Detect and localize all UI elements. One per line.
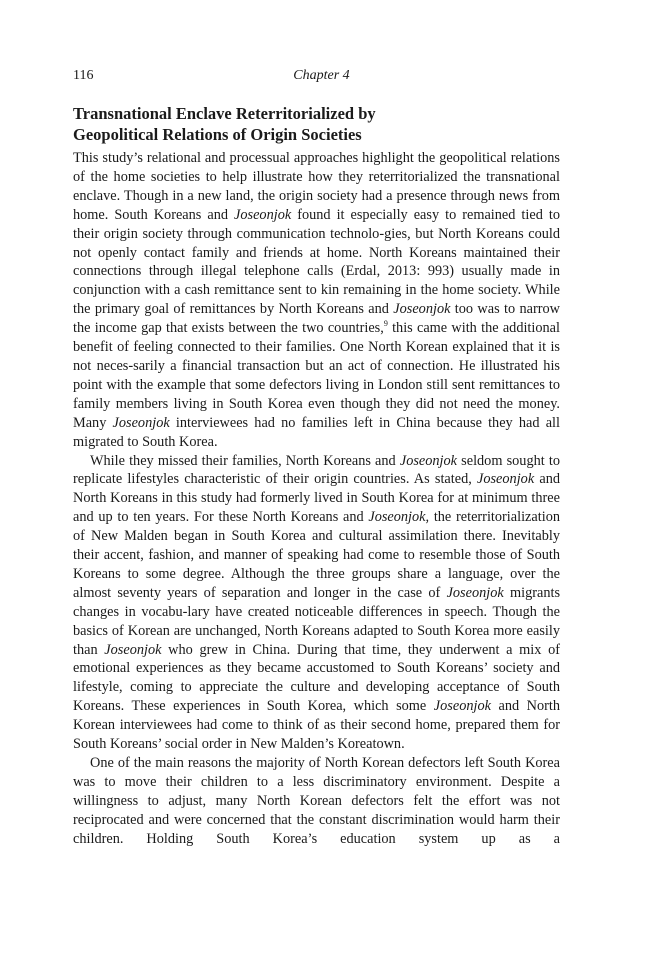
section-heading xyxy=(73,103,493,145)
paragraph-3-text: One of the main reasons the majority of North Korean defectors left South Korea was to move their children to a less discriminatory environment. Despite a willingness to adjust, many North Korean defectors felt the effort was not reciprocated and were concerned that the constant discrimination would harm their children. Holding South Korea’s education system up as a xyxy=(73,755,560,847)
paragraph-1-text-2: found it especially easy to remained tied to their origin society through communication technolo-gies, but North Koreans could not openly contact family and friends at home. North Koreans maintained their connections through illegal telephone calls (Erdal, 2013: 993) usually made in conjunction with a cash remittance sent to kin remaining in the home society. While the primary goal of remittances by North Koreans and xyxy=(73,206,560,318)
term-joseonjok: Joseonjok, xyxy=(368,509,430,526)
page-number: 116 xyxy=(73,68,94,83)
section-heading-line-2: Geopolitical Relations of Origin Societies xyxy=(73,125,362,144)
paragraph-1-text-5: interviewees had no families left in China because they had all migrated to South Korea. xyxy=(73,414,560,450)
term-joseonjok: Joseonjok xyxy=(446,584,504,601)
running-head xyxy=(73,68,570,88)
term-joseonjok: Joseonjok xyxy=(399,452,458,469)
footnote-marker[interactable]: 9 xyxy=(383,319,388,329)
paragraph-1-text-4: this came with the additional benefit of feeling connected to their families. One North Korean explained that it is not neces-sarily a financial transaction but an act of connection. He illustrated his point with the example that some defectors living in London still sent remittances to family members living in South Korea even though they did not need the money. Many xyxy=(73,320,560,431)
term-joseonjok: Joseonjok xyxy=(477,471,535,488)
paragraph-2-text-5: migrants changes in vocabu-lary have created noticeable differences in speech. Though the basics of Korean are unchanged, North Koreans adapted to South Korea more easily than xyxy=(73,584,561,658)
term-joseonjok: Joseonjok xyxy=(112,414,170,431)
paragraph-2-text-2: seldom sought to replicate lifestyles characteristic of their origin countries. As stated, xyxy=(73,452,560,488)
paragraph-1-text-1: This study’s relational and processual approaches highlight the geopolitical relations of the home societies to help illustrate how they reterritorialized the transnational enclave. Though in a new land, the origin society had a presence through news from home. South Koreans and xyxy=(73,150,560,223)
term-joseonjok: Joseonjok xyxy=(393,301,451,318)
body-text xyxy=(73,149,560,849)
paragraph-2-text-3: and North Koreans in this study had formerly lived in South Korea for at minimum three and up to ten years. For these North Koreans and xyxy=(73,471,561,526)
section-heading-line-1: Transnational Enclave Reterritorialized by xyxy=(73,104,376,123)
term-joseonjok: Joseonjok xyxy=(104,641,162,658)
paragraph-2 xyxy=(73,452,560,755)
term-joseonjok: Joseonjok xyxy=(433,698,491,715)
paragraph-2-text-4: the reterritorialization of New Malden began in South Korea and cultural assimilation there. Inevitably their accent, fashion, and manner of speaking had come to resemble those of South Koreans to some degree. Although the three groups share a language, over the almost seventy years of separation and longer in the case of xyxy=(73,509,560,601)
chapter-title: Chapter 4 xyxy=(293,68,350,83)
paragraph-1-text-3: too was to narrow the income gap that exists between the two countries, xyxy=(73,301,560,337)
paragraph-2-text-1: While they missed their families, North Koreans and xyxy=(90,452,400,469)
paragraph-2-text-6: who grew in China. During that time, they underwent a mix of emotional experiences as they became accustomed to South Koreans’ society and lifestyle, coming to appreciate the culture and developing acceptance of South Koreans. These experiences in South Korea, which some xyxy=(73,641,560,715)
term-joseonjok: Joseonjok xyxy=(234,206,292,223)
paragraph-2-text-7: and North Korean interviewees had come to think of as their second home, prepared them for South Koreans’ social order in New Malden’s Koreatown. xyxy=(73,698,560,753)
paragraph-1 xyxy=(73,149,560,452)
paragraph-3 xyxy=(73,754,560,849)
